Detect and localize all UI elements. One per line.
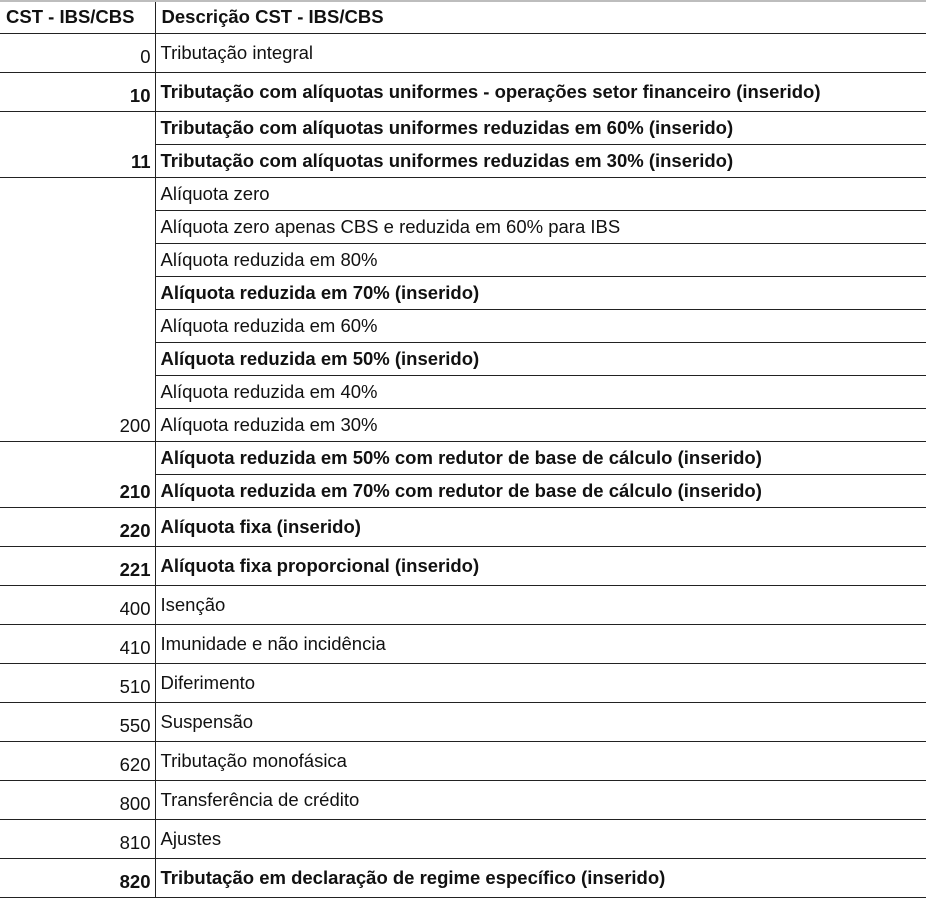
cst-description-cell: Alíquota reduzida em 70% (inserido) [155,277,926,310]
table-row [0,859,926,898]
cst-code-cell: 620 [0,742,155,781]
table-row [0,178,926,211]
header-row [0,1,926,34]
cst-code-cell: 800 [0,781,155,820]
table-body [0,34,926,898]
cst-description-cell: Alíquota reduzida em 50% (inserido) [155,343,926,376]
cst-description-cell: Alíquota fixa proporcional (inserido) [155,547,926,586]
cst-description-cell: Imunidade e não incidência [155,625,926,664]
cst-code-cell: 400 [0,586,155,625]
cst-code-cell: 810 [0,820,155,859]
cst-description-cell: Tributação monofásica [155,742,926,781]
table-row [0,820,926,859]
cst-description-cell: Tributação integral [155,34,926,73]
table-row [0,742,926,781]
cst-description-cell: Alíquota reduzida em 80% [155,244,926,277]
table-row [0,586,926,625]
table-row [0,34,926,73]
cst-description-cell: Tributação em declaração de regime específico (inserido) [155,859,926,898]
cst-description-cell: Alíquota reduzida em 50% com redutor de base de cálculo (inserido) [155,442,926,475]
table-row [0,73,926,112]
cst-description-cell: Alíquota zero apenas CBS e reduzida em 60% para IBS [155,211,926,244]
cst-description-cell: Tributação com alíquotas uniformes reduzidas em 60% (inserido) [155,112,926,145]
cst-description-cell: Transferência de crédito [155,781,926,820]
cst-code-cell: 10 [0,73,155,112]
cst-description-cell: Tributação com alíquotas uniformes - operações setor financeiro (inserido) [155,73,926,112]
cst-code-cell: 210 [0,442,155,508]
cst-code-cell: 221 [0,547,155,586]
table-row [0,547,926,586]
cst-code-cell: 220 [0,508,155,547]
cst-code-cell: 550 [0,703,155,742]
cst-description-cell: Ajustes [155,820,926,859]
cst-description-cell: Suspensão [155,703,926,742]
cst-code-cell: 510 [0,664,155,703]
table-row [0,442,926,475]
header-description: Descrição CST - IBS/CBS [155,1,926,34]
cst-description-cell: Alíquota zero [155,178,926,211]
table-row [0,508,926,547]
table-row [0,703,926,742]
cst-description-cell: Alíquota reduzida em 60% [155,310,926,343]
cst-code-cell: 0 [0,34,155,73]
table-row [0,625,926,664]
cst-code-cell: 200 [0,178,155,442]
cst-code-cell: 410 [0,625,155,664]
table-row [0,664,926,703]
cst-description-cell: Diferimento [155,664,926,703]
table-row [0,781,926,820]
header-code: CST - IBS/CBS [0,1,155,34]
cst-description-cell: Alíquota reduzida em 40% [155,376,926,409]
cst-description-cell: Isenção [155,586,926,625]
cst-description-cell: Alíquota reduzida em 30% [155,409,926,442]
cst-description-cell: Tributação com alíquotas uniformes reduzidas em 30% (inserido) [155,145,926,178]
cst-description-cell: Alíquota fixa (inserido) [155,508,926,547]
cst-code-cell: 820 [0,859,155,898]
cst-code-cell: 11 [0,112,155,178]
cst-description-cell: Alíquota reduzida em 70% com redutor de base de cálculo (inserido) [155,475,926,508]
table-row [0,112,926,145]
